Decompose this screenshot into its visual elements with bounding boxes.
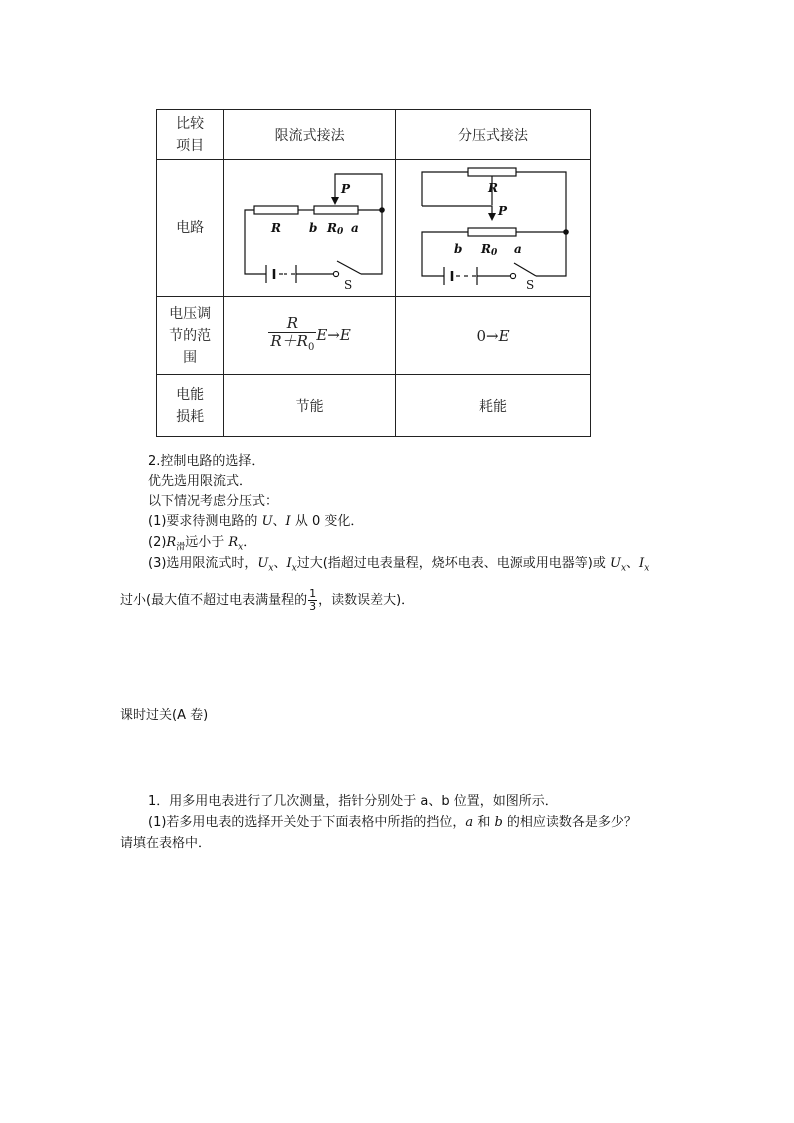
range-label-line2: 节的范 (169, 327, 212, 344)
section2-item1: (1)要求待测电路的 U、I 从 0 变化． (148, 514, 364, 529)
quiz-q1-sub-cont: 请填在表格中． (120, 836, 212, 851)
header-divider-cell: 分压式接法 (396, 110, 591, 160)
divider-circuit-diagram (398, 161, 588, 291)
divider-label-R: R (488, 181, 498, 195)
energy-label-cell (157, 375, 224, 437)
limit-energy-cell: 节能 (224, 375, 396, 437)
limit-label-P: P (341, 182, 351, 196)
limit-circuit-diagram (227, 161, 392, 291)
range-label-line1: 电压调 (169, 305, 212, 322)
limit-label-b: b (309, 221, 318, 235)
section2-prefer: 优先选用限流式． (148, 474, 253, 489)
range-row (157, 297, 591, 375)
energy-label-line1: 电能 (176, 386, 205, 403)
section2-consider: 以下情况考虑分压式： (148, 494, 279, 509)
limit-range-den-sub: 0 (307, 342, 315, 353)
divider-circuit-cell (396, 160, 591, 297)
section2-title: 2.控制电路的选择． (148, 454, 265, 469)
one-third-fraction: $\frac{1}{3}$ (309, 587, 317, 613)
energy-row (157, 375, 591, 437)
circuit-label: 电路 (157, 160, 224, 297)
limit-range-fraction (268, 315, 316, 356)
header-label-cell (157, 110, 224, 160)
limit-range-rest: E→E (316, 325, 351, 344)
divider-label-R0: R0 (481, 242, 498, 258)
section2-item3: (3)选用限流式时，$U_x$、$I_x$过大(指超过电表量程，烧坏电表、电源或用电器等)或 $U_x$、$I_x$ (148, 556, 650, 574)
quiz-title: 课时过关(A 卷) (120, 708, 209, 723)
quiz-q1-sub: (1)若多用电表的选择开关处于下面表格中所指的挡位，a 和 b 的相应读数各是多少？ (148, 815, 637, 830)
header-label-line1: 比较 (176, 115, 205, 132)
limit-label-S: S (344, 278, 353, 291)
range-label-cell (157, 297, 224, 375)
limit-label-R0: R0 (327, 221, 344, 237)
divider-energy-cell: 耗能 (396, 375, 591, 437)
limit-range-den-text: R＋R (270, 332, 308, 350)
comparison-table (156, 109, 591, 437)
limit-range-cell (224, 297, 396, 375)
header-limit-cell: 限流式接法 (224, 110, 396, 160)
section2-item2: $(2)R_滑$远小于 $R_x$． (148, 535, 257, 553)
limit-range-denominator (268, 332, 316, 356)
divider-label-P: P (498, 204, 508, 218)
divider-range-formula (476, 327, 509, 345)
divider-range-cell (396, 297, 591, 375)
section2-item3-cont: 过小(最大值不超过电表满量程的 $\frac{1}{3}$ ，读数误差大)． (120, 587, 415, 613)
range-label-line3: 围 (183, 349, 198, 366)
limit-range-numerator: R (286, 314, 298, 332)
divider-label-b: b (454, 242, 463, 256)
circuit-row (157, 160, 591, 297)
energy-label-line2: 损耗 (176, 408, 205, 425)
divider-range-zero: 0 (476, 326, 487, 345)
limit-label-a: a (351, 221, 359, 235)
divider-range-rest: →E (486, 326, 510, 345)
quiz-q1: 1．用多用电表进行了几次测量，指针分别处于 a、b 位置，如图所示． (148, 794, 558, 809)
divider-label-a: a (514, 242, 522, 256)
limit-circuit-cell (224, 160, 396, 297)
divider-label-S: S (526, 278, 535, 291)
limit-label-R: R (271, 221, 282, 235)
header-label-line2: 项目 (176, 137, 205, 154)
header-row (157, 110, 591, 160)
limit-range-formula (268, 314, 351, 353)
